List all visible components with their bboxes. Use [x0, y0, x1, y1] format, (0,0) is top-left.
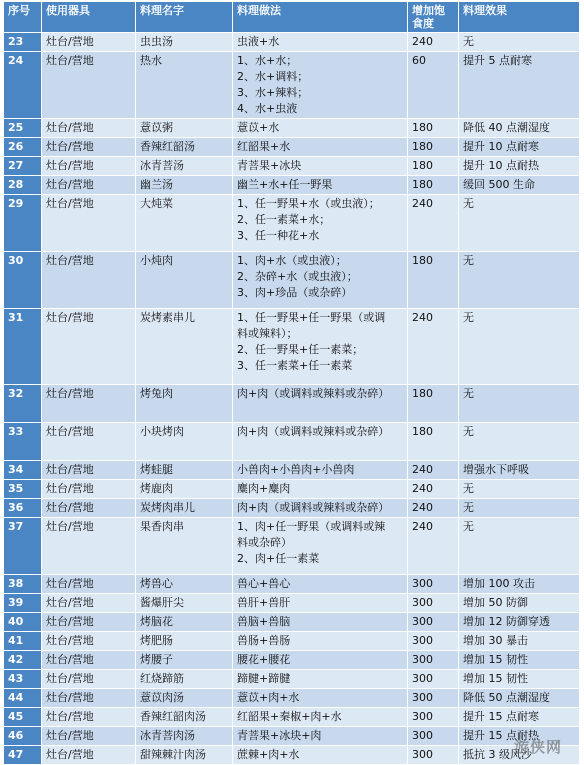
row-index: 29 [4, 195, 42, 252]
row-index: 26 [4, 138, 42, 157]
row-method [233, 670, 408, 689]
method-line: 2、杂碎+水（或虫液）； [237, 270, 358, 283]
method-line: 1、肉+任一野果（或调料或辣 [237, 520, 386, 533]
header-satiety: 增加饱食度 [408, 2, 459, 33]
row-satiety: 240 [408, 33, 459, 52]
row-dish-name: 虫虫汤 [136, 33, 233, 52]
table-row [4, 480, 580, 499]
row-tool: 灶台/营地 [42, 499, 136, 518]
method-line: 兽肝+兽肝 [237, 596, 291, 609]
row-index: 38 [4, 575, 42, 594]
table-row [4, 708, 580, 727]
row-dish-name: 冰青菩汤 [136, 157, 233, 176]
table-row [4, 499, 580, 518]
method-line: 小兽肉+小兽肉+小兽肉 [237, 463, 355, 476]
method-line: 兽脑+兽脑 [237, 615, 291, 628]
row-satiety: 300 [408, 613, 459, 632]
method-line: 青菩果+冰块 [237, 159, 302, 172]
row-method [233, 708, 408, 727]
row-satiety: 180 [408, 157, 459, 176]
row-satiety: 240 [408, 461, 459, 480]
method-line: 2、任一素菜+水； [237, 213, 331, 226]
method-line: 2、肉+任一素菜 [237, 552, 320, 565]
row-effect: 抵抗 3 级风沙 [459, 746, 580, 765]
row-method [233, 594, 408, 613]
row-tool: 灶台/营地 [42, 727, 136, 746]
table-row [4, 689, 580, 708]
row-method [233, 195, 408, 252]
row-index: 44 [4, 689, 42, 708]
row-effect: 增加 100 攻击 [459, 575, 580, 594]
row-effect: 增加 12 防御穿透 [459, 613, 580, 632]
row-tool: 灶台/营地 [42, 708, 136, 727]
table-row [4, 138, 580, 157]
row-tool: 灶台/营地 [42, 119, 136, 138]
row-index: 33 [4, 423, 42, 461]
row-satiety: 300 [408, 689, 459, 708]
row-effect: 提升 15 点耐寒 [459, 708, 580, 727]
row-method [233, 575, 408, 594]
row-index: 23 [4, 33, 42, 52]
row-effect: 增强水下呼吸 [459, 461, 580, 480]
method-line: 虫液+水 [237, 35, 280, 48]
row-dish-name: 烤兽心 [136, 575, 233, 594]
row-index: 32 [4, 385, 42, 423]
method-line: 幽兰+水+任一野果 [237, 178, 333, 191]
row-method [233, 252, 408, 309]
table-row [4, 632, 580, 651]
method-line: 1、肉+水（或虫液）； [237, 254, 347, 267]
header-tool: 使用器具 [42, 2, 136, 33]
row-effect: 无 [459, 33, 580, 52]
row-dish-name: 炭烤素串儿 [136, 309, 233, 385]
header-method: 料理做法 [233, 2, 408, 33]
method-line: 青菩果+冰块+肉 [237, 729, 322, 742]
method-line: 料或杂碎） [237, 536, 292, 549]
row-satiety: 300 [408, 575, 459, 594]
row-tool: 灶台/营地 [42, 423, 136, 461]
method-line: 薏苡+肉+水 [237, 691, 300, 704]
row-effect: 增加 15 韧性 [459, 651, 580, 670]
method-line: 料或辣料）； [237, 327, 298, 340]
row-index: 37 [4, 518, 42, 575]
method-line: 1、水+水； [237, 54, 298, 67]
row-dish-name: 烤鹿肉 [136, 480, 233, 499]
row-dish-name: 红烧蹄筋 [136, 670, 233, 689]
row-effect: 无 [459, 385, 580, 423]
header-dish-name: 料理名字 [136, 2, 233, 33]
row-dish-name: 薏苡粥 [136, 119, 233, 138]
row-tool: 灶台/营地 [42, 309, 136, 385]
table-row [4, 52, 580, 119]
row-tool: 灶台/营地 [42, 632, 136, 651]
row-dish-name: 大炖菜 [136, 195, 233, 252]
table-row [4, 252, 580, 309]
row-dish-name: 炭烤肉串儿 [136, 499, 233, 518]
row-satiety: 180 [408, 385, 459, 423]
row-tool: 灶台/营地 [42, 52, 136, 119]
row-method [233, 33, 408, 52]
table-body [4, 33, 580, 765]
row-index: 43 [4, 670, 42, 689]
row-method [233, 689, 408, 708]
row-tool: 灶台/营地 [42, 651, 136, 670]
method-line: 肉+肉（或调料或辣料或杂碎） [237, 501, 390, 514]
method-line: 3、肉+珍品（或杂碎） [237, 286, 353, 299]
table-row [4, 385, 580, 423]
row-method [233, 309, 408, 385]
row-effect: 无 [459, 499, 580, 518]
row-dish-name: 烤兔肉 [136, 385, 233, 423]
table-row [4, 575, 580, 594]
row-satiety: 180 [408, 252, 459, 309]
row-satiety: 240 [408, 480, 459, 499]
row-tool: 灶台/营地 [42, 746, 136, 765]
table-row [4, 119, 580, 138]
row-tool: 灶台/营地 [42, 689, 136, 708]
row-satiety: 300 [408, 594, 459, 613]
row-tool: 灶台/营地 [42, 480, 136, 499]
row-method [233, 385, 408, 423]
row-satiety: 240 [408, 309, 459, 385]
row-effect: 无 [459, 518, 580, 575]
table-row [4, 670, 580, 689]
row-effect: 降低 50 点潮湿度 [459, 689, 580, 708]
row-effect: 降低 40 点潮湿度 [459, 119, 580, 138]
row-method [233, 727, 408, 746]
row-satiety: 180 [408, 138, 459, 157]
table-row [4, 594, 580, 613]
method-line: 红韶果+水 [237, 140, 291, 153]
row-dish-name: 烤腰子 [136, 651, 233, 670]
row-effect: 提升 10 点耐寒 [459, 138, 580, 157]
method-line: 3、任一种花+水 [237, 229, 320, 242]
row-index: 27 [4, 157, 42, 176]
header-row [4, 2, 580, 33]
method-line: 腰花+腰花 [237, 653, 291, 666]
method-line: 3、水+辣料； [237, 86, 309, 99]
row-method [233, 651, 408, 670]
row-dish-name: 烤脑花 [136, 613, 233, 632]
row-satiety: 300 [408, 670, 459, 689]
watermark-text: 游侠网 [513, 738, 562, 756]
table-row [4, 309, 580, 385]
row-satiety: 180 [408, 119, 459, 138]
row-method [233, 157, 408, 176]
row-dish-name: 小炖肉 [136, 252, 233, 309]
method-line: 肉+肉（或调料或辣料或杂碎） [237, 387, 390, 400]
row-tool: 灶台/营地 [42, 518, 136, 575]
row-tool: 灶台/营地 [42, 575, 136, 594]
row-method [233, 480, 408, 499]
table-row [4, 423, 580, 461]
row-method [233, 119, 408, 138]
row-tool: 灶台/营地 [42, 176, 136, 195]
method-line: 1、任一野果+水（或虫液）； [237, 197, 380, 210]
row-dish-name: 热水 [136, 52, 233, 119]
row-effect: 提升 10 点耐热 [459, 157, 580, 176]
row-index: 34 [4, 461, 42, 480]
row-index: 45 [4, 708, 42, 727]
row-method [233, 423, 408, 461]
row-dish-name: 小块烤肉 [136, 423, 233, 461]
row-effect: 缓回 500 生命 [459, 176, 580, 195]
row-satiety: 300 [408, 632, 459, 651]
row-effect: 无 [459, 480, 580, 499]
row-satiety: 300 [408, 746, 459, 765]
row-tool: 灶台/营地 [42, 594, 136, 613]
table-row [4, 727, 580, 746]
header-index: 序号 [4, 2, 42, 33]
row-tool: 灶台/营地 [42, 195, 136, 252]
row-dish-name: 烤肥肠 [136, 632, 233, 651]
row-index: 47 [4, 746, 42, 765]
table-row [4, 461, 580, 480]
row-tool: 灶台/营地 [42, 33, 136, 52]
row-satiety: 300 [408, 708, 459, 727]
method-line: 蔗棘+肉+水 [237, 748, 300, 761]
header-effect: 料理效果 [459, 2, 580, 33]
row-index: 30 [4, 252, 42, 309]
row-effect: 无 [459, 309, 580, 385]
table-row [4, 176, 580, 195]
row-effect: 提升 5 点耐寒 [459, 52, 580, 119]
row-index: 31 [4, 309, 42, 385]
row-effect: 增加 50 防御 [459, 594, 580, 613]
row-effect: 增加 15 韧性 [459, 670, 580, 689]
row-dish-name: 果香肉串 [136, 518, 233, 575]
table-row [4, 33, 580, 52]
method-line: 麋肉+麋肉 [237, 482, 291, 495]
row-dish-name: 冰青菩肉汤 [136, 727, 233, 746]
recipe-table [3, 1, 580, 765]
row-tool: 灶台/营地 [42, 157, 136, 176]
table-header [4, 2, 580, 33]
method-line: 3、任一素菜+任一素菜 [237, 359, 353, 372]
table-row [4, 518, 580, 575]
method-line: 蹄腱+蹄腱 [237, 672, 291, 685]
row-satiety: 180 [408, 423, 459, 461]
row-tool: 灶台/营地 [42, 461, 136, 480]
row-method [233, 138, 408, 157]
row-dish-name: 烤蛙腿 [136, 461, 233, 480]
method-line: 2、水+调料； [237, 70, 309, 83]
row-index: 35 [4, 480, 42, 499]
method-line: 2、任一野果+任一素菜； [237, 343, 364, 356]
method-line: 1、任一野果+任一野果（或调 [237, 311, 386, 324]
table-row [4, 651, 580, 670]
row-method [233, 518, 408, 575]
table-row [4, 195, 580, 252]
row-tool: 灶台/营地 [42, 138, 136, 157]
row-effect: 增加 30 暴击 [459, 632, 580, 651]
row-method [233, 746, 408, 765]
row-tool: 灶台/营地 [42, 252, 136, 309]
table-row [4, 746, 580, 765]
row-dish-name: 薏苡肉汤 [136, 689, 233, 708]
row-method [233, 632, 408, 651]
row-index: 28 [4, 176, 42, 195]
row-satiety: 300 [408, 651, 459, 670]
row-method [233, 499, 408, 518]
row-dish-name: 甜辣棘汁肉汤 [136, 746, 233, 765]
method-line: 兽心+兽心 [237, 577, 291, 590]
method-line: 薏苡+水 [237, 121, 280, 134]
row-satiety: 60 [408, 52, 459, 119]
row-tool: 灶台/营地 [42, 385, 136, 423]
table-row [4, 613, 580, 632]
row-method [233, 52, 408, 119]
row-dish-name: 酱爆肝尖 [136, 594, 233, 613]
row-method [233, 461, 408, 480]
row-effect: 无 [459, 195, 580, 252]
row-index: 41 [4, 632, 42, 651]
row-index: 42 [4, 651, 42, 670]
row-dish-name: 香辣红韶肉汤 [136, 708, 233, 727]
row-index: 24 [4, 52, 42, 119]
row-index: 46 [4, 727, 42, 746]
row-tool: 灶台/营地 [42, 613, 136, 632]
row-dish-name: 香辣红韶汤 [136, 138, 233, 157]
method-line: 4、水+虫液 [237, 102, 298, 115]
row-satiety: 180 [408, 176, 459, 195]
row-effect: 无 [459, 423, 580, 461]
row-index: 25 [4, 119, 42, 138]
row-dish-name: 幽兰汤 [136, 176, 233, 195]
row-index: 36 [4, 499, 42, 518]
row-method [233, 176, 408, 195]
row-satiety: 240 [408, 195, 459, 252]
row-index: 40 [4, 613, 42, 632]
row-method [233, 613, 408, 632]
row-index: 39 [4, 594, 42, 613]
table-row [4, 157, 580, 176]
row-satiety: 300 [408, 727, 459, 746]
row-satiety: 240 [408, 518, 459, 575]
method-line: 兽肠+兽肠 [237, 634, 291, 647]
row-satiety: 240 [408, 499, 459, 518]
row-tool: 灶台/营地 [42, 670, 136, 689]
row-effect: 无 [459, 252, 580, 309]
method-line: 肉+肉（或调料或辣料或杂碎） [237, 425, 390, 438]
row-effect: 提升 15 点耐热 [459, 727, 580, 746]
method-line: 红韶果+秦椒+肉+水 [237, 710, 342, 723]
